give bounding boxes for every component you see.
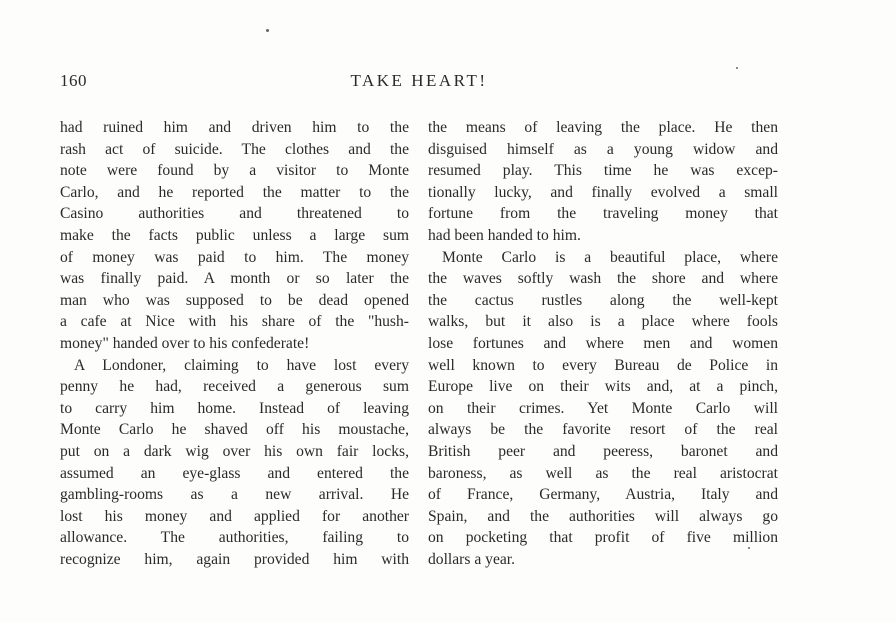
text-line: Casino authorities and threatened to (60, 205, 409, 223)
text-line: resumed play. This time he was excep- (428, 162, 778, 180)
text-line: of money was paid to him. The money (60, 248, 409, 266)
text-line: Spain, and the authorities will always go (428, 507, 778, 525)
scan-speck (748, 547, 750, 549)
text-line: Monte Carlo he shaved off his moustache, (60, 421, 409, 439)
right-column (428, 117, 778, 570)
text-line: the waves softly wash the shore and where (428, 270, 778, 288)
text-line: recognize him, again provided him with (60, 550, 409, 568)
text-line: well known to every Bureau de Police in (428, 356, 778, 374)
text-line: rash act of suicide. The clothes and the (60, 140, 409, 158)
text-line: lost his money and applied for another (60, 507, 409, 525)
running-title: TAKE HEART! (350, 71, 488, 90)
text-line: had ruined him and driven him to the (60, 119, 409, 136)
text-line: Monte Carlo is a beautiful place, where (442, 248, 778, 266)
text-line: lose fortunes and where men and women (428, 334, 778, 352)
text-line: Carlo, and he reported the matter to the (60, 183, 409, 201)
text-line: note were found by a visitor to Monte (60, 162, 409, 180)
text-line: A Londoner, claiming to have lost every (74, 356, 409, 374)
scan-speck (736, 67, 738, 69)
text-line: make the facts public unless a large sum (60, 226, 409, 244)
text-line: money" handed over to his confederate! (60, 334, 310, 352)
text-line: British peer and peeress, baronet and (428, 442, 778, 460)
text-line: dollars a year. (428, 550, 516, 568)
scan-speck (266, 29, 269, 32)
text-line: gambling-rooms as a new arrival. He (60, 486, 409, 504)
left-column (60, 117, 409, 570)
text-line: man who was supposed to be dead opened (60, 291, 409, 309)
text-line: Europe live on their wits and, at a pinch, (428, 378, 778, 396)
text-line: had been handed to him. (428, 226, 581, 244)
page-header (60, 71, 778, 95)
text-line: assumed an eye-glass and entered the (60, 464, 409, 482)
text-line: on their crimes. Yet Monte Carlo will (428, 399, 778, 417)
text-line: to carry him home. Instead of leaving (60, 399, 409, 417)
text-line: put on a dark wig over his own fair locks, (60, 442, 409, 460)
text-line: always be the favorite resort of the real (428, 421, 778, 439)
text-line: fortune from the traveling money that (428, 205, 778, 223)
text-line: the cactus rustles along the well-kept (428, 291, 778, 309)
text-line: of France, Germany, Austria, Italy and (428, 486, 778, 504)
text-line: baroness, as well as the real aristocrat (428, 464, 778, 482)
text-line: on pocketing that profit of five million (428, 529, 778, 547)
text-line: the means of leaving the place. He then (428, 119, 778, 136)
text-line: disguised himself as a young widow and (428, 140, 778, 158)
text-line: walks, but it also is a place where fools (428, 313, 778, 331)
text-line: tionally lucky, and finally evolved a small (428, 183, 778, 201)
text-line: penny he had, received a generous sum (60, 378, 409, 396)
text-line: was finally paid. A month or so later the (60, 270, 409, 288)
text-line: allowance. The authorities, failing to (60, 529, 409, 547)
page-number: 160 (60, 71, 87, 90)
text-line: a cafe at Nice with his share of the "hush- (60, 313, 409, 331)
